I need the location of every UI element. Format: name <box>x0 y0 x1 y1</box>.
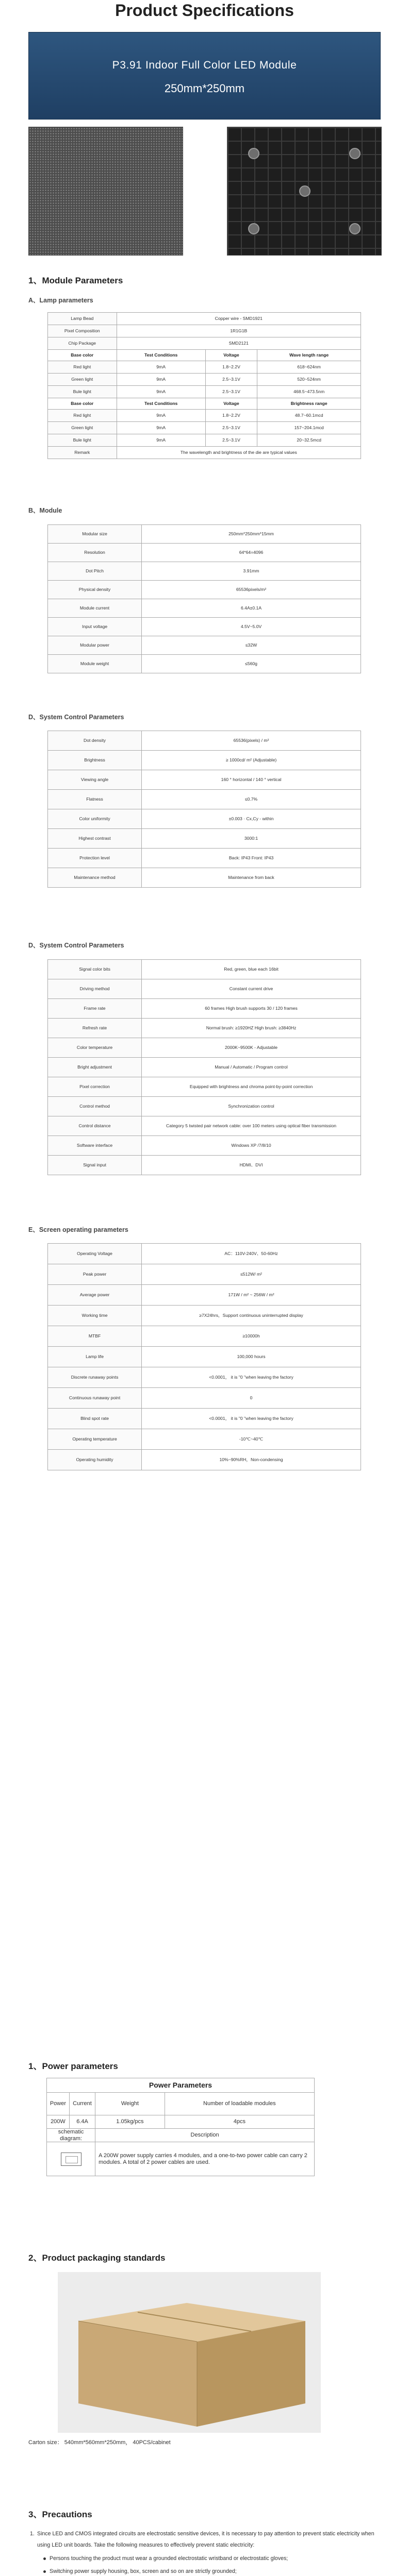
lamp-key: Pixel Composition <box>48 325 117 337</box>
precautions-list <box>30 2529 381 2576</box>
lamp-row <box>48 313 361 325</box>
lamp-key: Chip Package <box>48 337 117 350</box>
lamp-row <box>48 337 361 350</box>
screen-row <box>48 1347 361 1367</box>
module-heading: B、Module <box>28 507 62 514</box>
screen-value: AC：110V-240V、50-60Hz <box>142 1244 361 1264</box>
section-module-parameters: 1、Module Parameters <box>28 276 123 285</box>
lamp-cell: 1.8~2.2V <box>205 361 257 374</box>
screen-key: MTBF <box>48 1326 142 1347</box>
sysd-row <box>48 809 361 829</box>
screen-key: Lamp life <box>48 1347 142 1367</box>
lamp-row <box>48 434 361 447</box>
sysd-value: 65536(pixels) / m² <box>142 731 361 751</box>
lamp-column-header: Voltage <box>205 350 257 361</box>
sysd-value: ≤0.7% <box>142 790 361 809</box>
lamp-cell: 1.8~2.2V <box>205 410 257 422</box>
screen-row <box>48 1326 361 1347</box>
lamp-cell: Green light <box>48 374 117 386</box>
screen-value: ≤512W/ m² <box>142 1264 361 1285</box>
sysd-value: Back: IP43 Front: IP43 <box>142 849 361 868</box>
schematic-label: schematic diagram: <box>47 2129 95 2142</box>
sysd-key: Brightness <box>48 751 142 770</box>
syse-key: Control method <box>48 1097 142 1116</box>
lamp-cell: 9mA <box>117 386 205 398</box>
precaution-text: Since LED and CMOS integrated circuits are electrostatic sensitive devices, it is necessary to pay attention to prevent static electricity when using LED unit boards. Take the following measures to effectively prevent static electricity: <box>37 2531 374 2548</box>
syse-value: Constant current drive <box>142 979 361 999</box>
syse-row <box>48 1019 361 1038</box>
screen-value: ≥7X24hrs，Support continuous uninterrupted display <box>142 1306 361 1326</box>
screen-row <box>48 1450 361 1470</box>
lamp-column-header: Test Conditions <box>117 350 205 361</box>
screen-row <box>48 1264 361 1285</box>
syse-row <box>48 999 361 1019</box>
power-value: 4pcs <box>165 2115 314 2129</box>
screen-key: Operating humidity <box>48 1450 142 1470</box>
syse-key: Bright adjustment <box>48 1058 142 1077</box>
power-parameters-table <box>46 2078 315 2176</box>
screen-key: Operating temperature <box>48 1429 142 1450</box>
syse-key: Control distance <box>48 1116 142 1136</box>
syse-row <box>48 979 361 999</box>
syse-value: 60 frames High brush supports 30 / 120 frames <box>142 999 361 1019</box>
module-key: Modular power <box>48 636 142 655</box>
lamp-row <box>48 410 361 422</box>
power-header: Current <box>69 2093 95 2115</box>
sysd-value: 160 ° horizontal / 140 ° vertical <box>142 770 361 790</box>
section-precautions: 3、Precautions <box>28 2510 92 2519</box>
page-title: Product Specifications <box>115 1 294 20</box>
lamp-cell: 48.7~60.1mcd <box>257 410 361 422</box>
product-banner <box>28 32 381 120</box>
syse-row <box>48 1077 361 1097</box>
sysd-key: Color uniformity <box>48 809 142 829</box>
sysd-value: ≥ 1000cd/ m² (Adjustable) <box>142 751 361 770</box>
carton-box-photo <box>58 2272 321 2433</box>
lamp-cell: 9mA <box>117 361 205 374</box>
module-key: Dot Pitch <box>48 562 142 581</box>
lamp-cell: 468.5~473.5nm <box>257 386 361 398</box>
lamp-cell: 9mA <box>117 374 205 386</box>
schematic-diagram <box>47 2142 95 2176</box>
module-key: Physical density <box>48 581 142 599</box>
system-control-heading-1: D、System Control Parameters <box>28 714 124 721</box>
screen-value: 0 <box>142 1388 361 1409</box>
screen-operating-heading: E、Screen operating parameters <box>28 1226 128 1233</box>
sysd-value: ±0.003 · Cx,Cy - within <box>142 809 361 829</box>
power-description: A 200W power supply carries 4 modules, and a one-to-two power cable can carry 2 modules. A total of 2 power cables are used. <box>95 2142 315 2176</box>
lamp-cell: 9mA <box>117 422 205 434</box>
syse-row <box>48 1058 361 1077</box>
sysd-row <box>48 868 361 888</box>
lamp-cell: 2.5~3.1V <box>205 374 257 386</box>
sysd-row <box>48 731 361 751</box>
lamp-row <box>48 361 361 374</box>
system-control-table-2 <box>47 959 361 1175</box>
module-value: 64*64=4096 <box>142 544 361 562</box>
module-key: Module current <box>48 599 142 618</box>
syse-value: Manual / Automatic / Program control <box>142 1058 361 1077</box>
lamp-group-header <box>48 398 361 410</box>
syse-row <box>48 960 361 979</box>
sysd-row <box>48 790 361 809</box>
sysd-key: Flatness <box>48 790 142 809</box>
lamp-cell: Bule light <box>48 434 117 447</box>
module-back-photo <box>227 127 382 256</box>
screen-key: Peak power <box>48 1264 142 1285</box>
syse-key: Driving method <box>48 979 142 999</box>
syse-key: Signal input <box>48 1156 142 1175</box>
screen-key: Blind spot rate <box>48 1409 142 1429</box>
module-row <box>48 525 361 544</box>
module-value: ≤560g <box>142 655 361 673</box>
lamp-cell: Red light <box>48 361 117 374</box>
module-key: Resolution <box>48 544 142 562</box>
screen-row <box>48 1306 361 1326</box>
syse-value: Red, green, blue each 16bit <box>142 960 361 979</box>
screen-row <box>48 1367 361 1388</box>
lamp-cell: 2.5~3.1V <box>205 422 257 434</box>
syse-key: Signal color bits <box>48 960 142 979</box>
screen-value: 10%~90%RH，Non-condensing <box>142 1450 361 1470</box>
power-header: Weight <box>95 2093 165 2115</box>
sysd-key: Maintenance method <box>48 868 142 888</box>
module-row <box>48 636 361 655</box>
module-table <box>47 524 361 673</box>
lamp-cell: 9mA <box>117 434 205 447</box>
lamp-cell: Bule light <box>48 386 117 398</box>
syse-key: Pixel correction <box>48 1077 142 1097</box>
sysd-value: 3000:1 <box>142 829 361 849</box>
lamp-cell: 157~204.1mcd <box>257 422 361 434</box>
lamp-column-header: Brightness range <box>257 398 361 410</box>
module-row <box>48 562 361 581</box>
screen-key: Average power <box>48 1285 142 1306</box>
sysd-key: Dot density <box>48 731 142 751</box>
module-value: 65536pixels/m² <box>142 581 361 599</box>
lamp-row <box>48 325 361 337</box>
lamp-value: 1R1G1B <box>117 325 361 337</box>
lamp-cell: 2.5~3.1V <box>205 386 257 398</box>
screen-key: Discrete runaway points <box>48 1367 142 1388</box>
description-label: Description <box>95 2129 315 2142</box>
screen-value: ≥10000h <box>142 1326 361 1347</box>
syse-row <box>48 1156 361 1175</box>
power-value: 200W <box>47 2115 70 2129</box>
module-row <box>48 655 361 673</box>
lamp-cell: 520~524nm <box>257 374 361 386</box>
sysd-row <box>48 849 361 868</box>
lamp-remark-key: Remark <box>48 447 117 459</box>
screen-value: <0.0001， it is "0 "when leaving the factory <box>142 1367 361 1388</box>
module-key: Input voltage <box>48 618 142 636</box>
lamp-column-header: Base color <box>48 350 117 361</box>
lamp-cell: 2.5~3.1V <box>205 434 257 447</box>
precaution-bullet: Switching power supply housing, box, screen and so on are strictly grounded; <box>37 2566 381 2576</box>
syse-value: HDMI、DVI <box>142 1156 361 1175</box>
syse-row <box>48 1116 361 1136</box>
sysd-row <box>48 770 361 790</box>
precaution-number: 1. <box>30 2531 35 2537</box>
module-key: Module weight <box>48 655 142 673</box>
lamp-value: SMD2121 <box>117 337 361 350</box>
screen-key: Continuous runaway point <box>48 1388 142 1409</box>
sysd-key: Viewing angle <box>48 770 142 790</box>
module-front-photo <box>28 127 183 256</box>
lamp-cell: Green light <box>48 422 117 434</box>
power-header: Power <box>47 2093 70 2115</box>
section-power-parameters: 1、Power parameters <box>28 2061 118 2071</box>
module-value: 6.4A±0.1A <box>142 599 361 618</box>
lamp-remark-row <box>48 447 361 459</box>
screen-operating-table <box>47 1243 361 1470</box>
syse-row <box>48 1136 361 1156</box>
screen-key: Operating Voltage <box>48 1244 142 1264</box>
lamp-cell: 20~32.5mcd <box>257 434 361 447</box>
syse-key: Refresh rate <box>48 1019 142 1038</box>
lamp-key: Lamp Bead <box>48 313 117 325</box>
lamp-parameters-heading: A、Lamp parameters <box>28 297 93 304</box>
power-header: Number of loadable modules <box>165 2093 314 2115</box>
syse-value: Equipped with brightness and chroma point-by-point correction <box>142 1077 361 1097</box>
screen-key: Working time <box>48 1306 142 1326</box>
module-row <box>48 544 361 562</box>
lamp-column-header: Test Conditions <box>117 398 205 410</box>
sysd-key: Highest contrast <box>48 829 142 849</box>
module-key: Modular size <box>48 525 142 544</box>
power-value: 6.4A <box>69 2115 95 2129</box>
system-control-table-1 <box>47 731 361 888</box>
banner-product-size: 250mm*250mm <box>164 82 245 95</box>
screen-row <box>48 1409 361 1429</box>
lamp-column-header: Voltage <box>205 398 257 410</box>
sysd-value: Maintenance from back <box>142 868 361 888</box>
screen-row <box>48 1244 361 1264</box>
screen-row <box>48 1285 361 1306</box>
syse-key: Software interface <box>48 1136 142 1156</box>
screen-value: <0.0001， it is "0 "when leaving the factory <box>142 1409 361 1429</box>
lamp-cell: 9mA <box>117 410 205 422</box>
screen-value: 100,000 hours <box>142 1347 361 1367</box>
lamp-cell: 618~624nm <box>257 361 361 374</box>
section-packaging: 2、Product packaging standards <box>28 2253 166 2263</box>
module-row <box>48 581 361 599</box>
lamp-remark-value: The wavelength and brightness of the die are typical values <box>117 447 361 459</box>
power-supply-icon <box>61 2153 81 2166</box>
precaution-bullet: Persons touching the product must wear a grounded electrostatic wristband or electrostatic gloves; <box>37 2553 381 2565</box>
lamp-row <box>48 422 361 434</box>
syse-value: Normal brush: ≥1920HZ High brush: ≥3840Hz <box>142 1019 361 1038</box>
module-value: 250mm*250mm*15mm <box>142 525 361 544</box>
lamp-group-header <box>48 350 361 361</box>
lamp-parameters-table <box>47 312 361 459</box>
carton-size-text: Carton size： 540mm*560mm*250mm， 40PCS/cabinet <box>28 2439 171 2446</box>
syse-row <box>48 1097 361 1116</box>
lamp-row <box>48 374 361 386</box>
syse-value: Windows XP /7/8/10 <box>142 1136 361 1156</box>
banner-product-name: P3.91 Indoor Full Color LED Module <box>112 59 297 71</box>
screen-row <box>48 1429 361 1450</box>
precaution-item <box>30 2529 381 2576</box>
lamp-column-header: Wave length range <box>257 350 361 361</box>
lamp-value: Copper wire - SMD1921 <box>117 313 361 325</box>
syse-value: 2000K~9500K - Adjustable <box>142 1038 361 1058</box>
sysd-row <box>48 829 361 849</box>
module-value: ≤32W <box>142 636 361 655</box>
sysd-key: Protection level <box>48 849 142 868</box>
syse-value: Synchronization control <box>142 1097 361 1116</box>
lamp-row <box>48 386 361 398</box>
screen-value: 171W / m² ~ 256W / m² <box>142 1285 361 1306</box>
screen-value: -10℃~40℃ <box>142 1429 361 1450</box>
sysd-row <box>48 751 361 770</box>
syse-key: Frame rate <box>48 999 142 1019</box>
syse-row <box>48 1038 361 1058</box>
module-value: 4.5V~5.0V <box>142 618 361 636</box>
syse-value: Category 5 twisted pair network cable: over 100 meters using optical fiber transmission <box>142 1116 361 1136</box>
module-row <box>48 599 361 618</box>
lamp-column-header: Base color <box>48 398 117 410</box>
power-value: 1.05kg/pcs <box>95 2115 165 2129</box>
system-control-heading-2: D、System Control Parameters <box>28 942 124 949</box>
power-table-title: Power Parameters <box>47 2078 315 2093</box>
lamp-cell: Red light <box>48 410 117 422</box>
module-value: 3.91mm <box>142 562 361 581</box>
syse-key: Color temperature <box>48 1038 142 1058</box>
screen-row <box>48 1388 361 1409</box>
module-row <box>48 618 361 636</box>
